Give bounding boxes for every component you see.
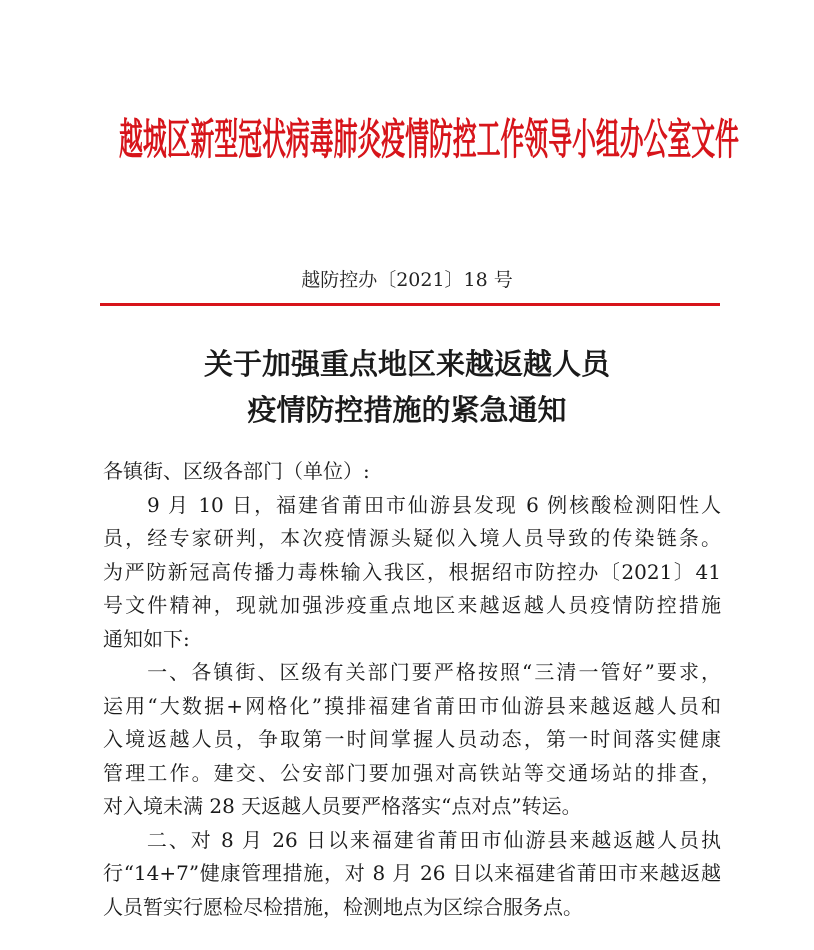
paragraph-1 [103,489,721,657]
paragraph-3 [103,824,721,925]
paragraph-line: 为严防新冠高传播力毒株输入我区，根据绍市防控办〔2021〕41 [103,559,721,584]
document-body [103,455,721,924]
document-number: 越防控办〔2021〕18 号 [301,269,513,291]
paragraph-line: 号文件精神，现就加强涉疫重点地区来越返越人员疫情防控措施 [103,593,721,617]
document-title-line-2: 疫情防控措施的紧急通知 [247,393,567,427]
document-title-line-1: 关于加强重点地区来越返越人员 [203,347,610,381]
red-divider-rule [100,303,720,306]
paragraph-line: 行“14+7”健康管理措施，对 8 月 26 日以来福建省莆田市来越返越 [103,861,721,885]
paragraph-line: 运用“大数据+网格化”摸排福建省莆田市仙游县来越返越人员和 [103,693,721,718]
document-title [0,341,814,433]
paragraph-line: 人员暂实行愿检尽检措施，检测地点为区综合服务点。 [103,894,583,919]
paragraph-line: 管理工作。建交、公安部门要加强对高铁站等交通场站的排查， [103,760,721,785]
paragraph-2 [103,656,721,824]
paragraph-line: 一、各镇街、区级有关部门要严格按照“三清一管好”要求， [103,660,721,684]
paragraph-line: 员，经专家研判，本次疫情源头疑似入境人员导致的传染链条。 [103,526,721,550]
paragraph-line: 9 月 10 日，福建省莆田市仙游县发现 6 例核酸检测阳性人 [103,492,721,517]
paragraph-line: 对入境未满 28 天返越人员要严格落实“点对点”转运。 [103,794,582,818]
issuing-office-header: 越城区新型冠状病毒肺炎疫情防控工作领导小组办公室文件 [119,113,739,165]
paragraph-line: 通知如下: [103,626,190,651]
paragraph-line: 二、对 8 月 26 日以来福建省莆田市仙游县来越返越人员执 [103,827,721,852]
paragraph-line: 入境返越人员，争取第一时间掌握人员动态，第一时间落实健康 [103,727,721,751]
salutation: 各镇街、区级各部门（单位）: [103,459,370,483]
